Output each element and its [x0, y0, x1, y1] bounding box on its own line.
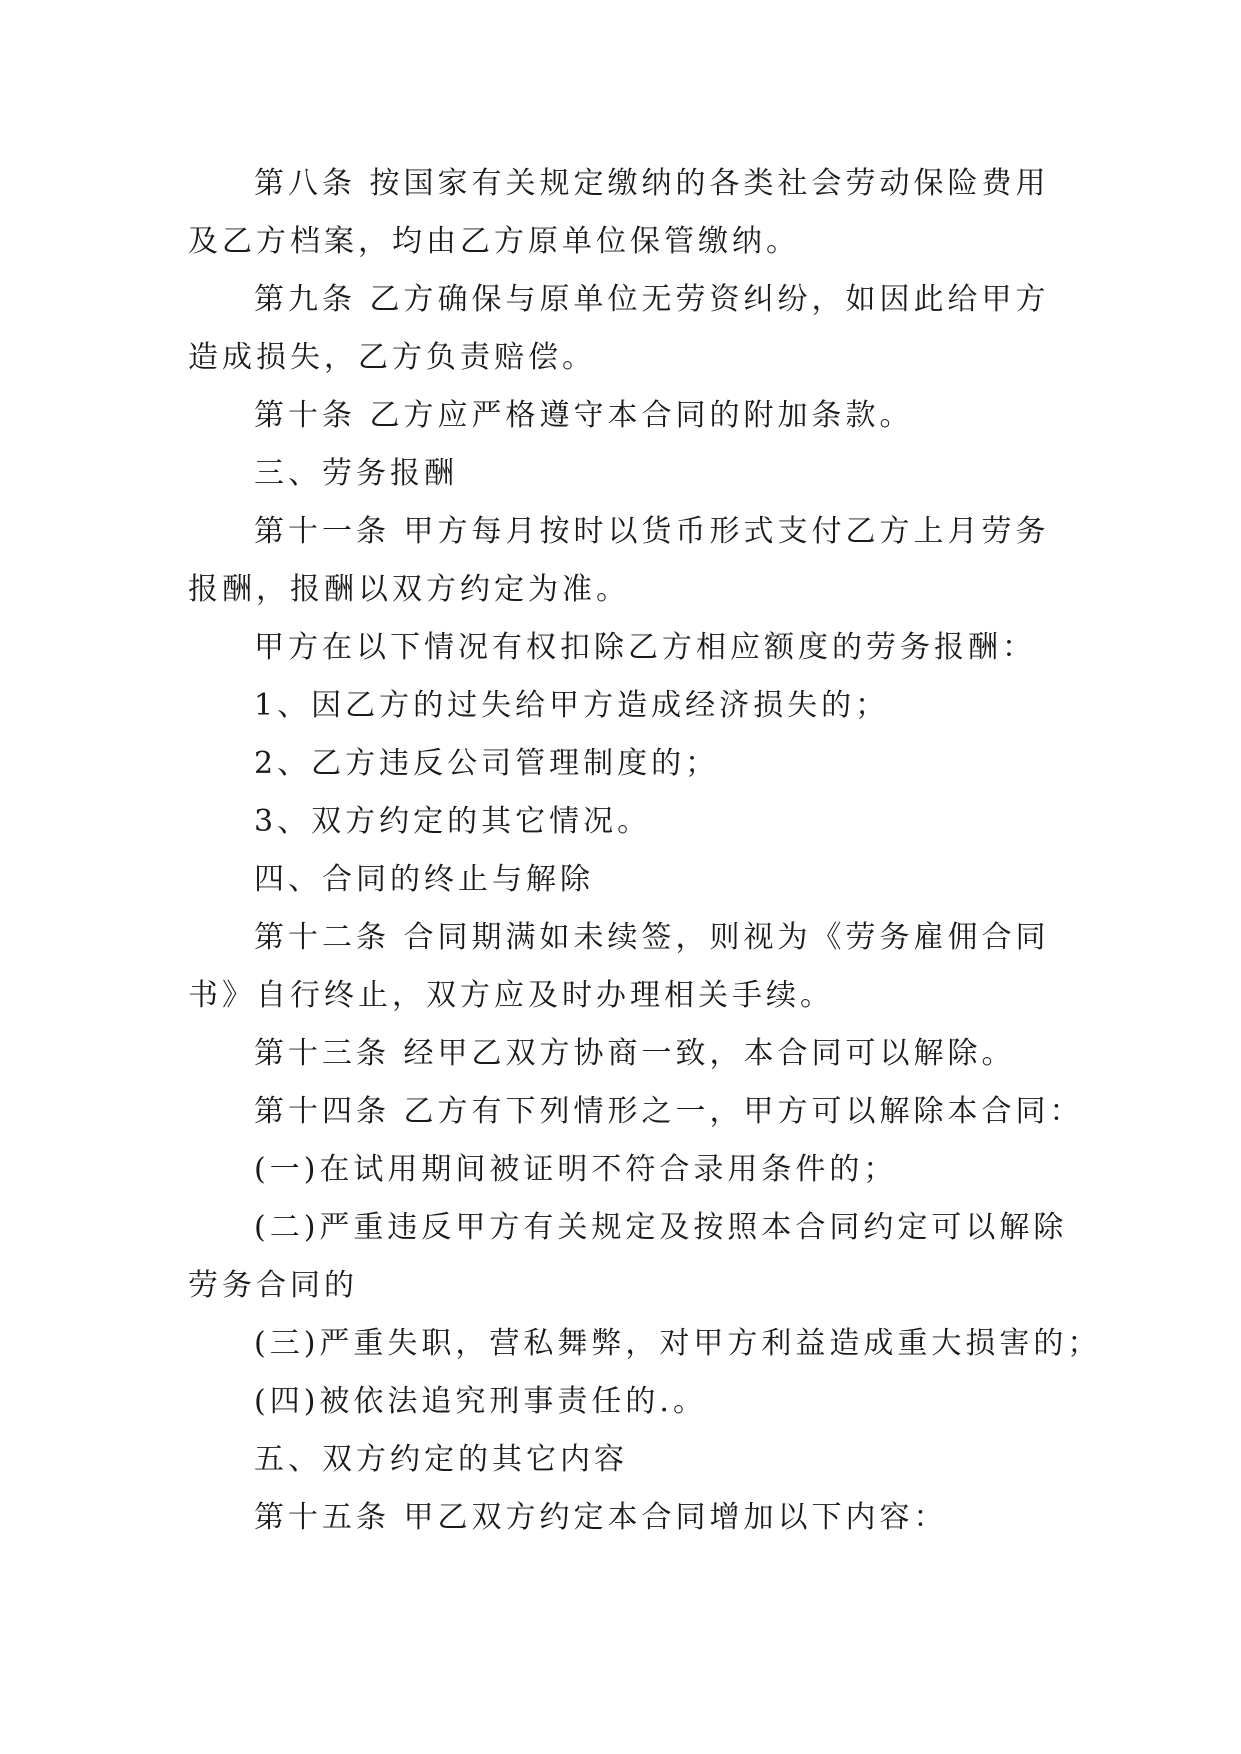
- text-line: 第九条 乙方确保与原单位无劳资纠纷，如因此给甲方: [254, 282, 1050, 317]
- article-9: [188, 271, 1068, 387]
- text-line: 第八条 按国家有关规定缴纳的各类社会劳动保险费用: [254, 166, 1050, 201]
- text-line: 第十二条 合同期满如未续签，则视为《劳务雇佣合同: [254, 920, 1050, 955]
- text-line: 四、合同的终止与解除: [254, 862, 594, 897]
- text-line: 报酬，报酬以双方约定为准。: [188, 572, 630, 607]
- text-line: 1、因乙方的过失给甲方造成经济损失的；: [254, 688, 890, 723]
- article-12: [188, 909, 1068, 1025]
- text-line: (一)在试用期间被证明不符合录用条件的；: [254, 1152, 898, 1187]
- section-heading-other: [188, 1431, 1068, 1489]
- deduction-item-1: [188, 677, 1068, 735]
- deduction-intro: [188, 619, 1068, 677]
- text-line: 造成损失，乙方负责赔偿。: [188, 340, 596, 375]
- text-line: 2、乙方违反公司管理制度的；: [254, 746, 720, 781]
- text-line: (四)被依法追究刑事责任的.。: [254, 1384, 707, 1419]
- termination-item-2: [188, 1199, 1068, 1315]
- article-8: [188, 155, 1068, 271]
- text-line: 五、双方约定的其它内容: [254, 1442, 628, 1477]
- article-15: [188, 1489, 1068, 1547]
- text-line: 甲方在以下情况有权扣除乙方相应额度的劳务报酬：: [254, 630, 1036, 665]
- section-heading-compensation: [188, 445, 1068, 503]
- deduction-item-3: [188, 793, 1068, 851]
- termination-item-3: [188, 1315, 1102, 1373]
- article-11: [188, 503, 1068, 619]
- text-line: 劳务合同的: [188, 1268, 358, 1303]
- text-line: 第十一条 甲方每月按时以货币形式支付乙方上月劳务: [254, 514, 1050, 549]
- text-line: 3、双方约定的其它情况。: [254, 804, 652, 839]
- section-heading-termination: [188, 851, 1068, 909]
- article-10: [188, 387, 1068, 445]
- text-line: 及乙方档案，均由乙方原单位保管缴纳。: [188, 224, 800, 259]
- termination-item-4: [188, 1373, 1068, 1431]
- text-line: 三、劳务报酬: [254, 456, 458, 491]
- text-line: 第十五条 甲乙双方约定本合同增加以下内容：: [254, 1500, 948, 1535]
- article-13: [188, 1025, 1068, 1083]
- text-line: 第十三条 经甲乙双方协商一致，本合同可以解除。: [254, 1036, 1016, 1071]
- text-line: 书》自行终止，双方应及时办理相关手续。: [188, 978, 834, 1013]
- article-14: [188, 1083, 1084, 1141]
- text-line: 第十四条 乙方有下列情形之一，甲方可以解除本合同：: [254, 1094, 1084, 1129]
- text-line: (三)严重失职，营私舞弊，对甲方利益造成重大损害的；: [254, 1326, 1102, 1361]
- document-body: [188, 155, 1102, 1547]
- termination-item-1: [188, 1141, 1068, 1199]
- text-line: (二)严重违反甲方有关规定及按照本合同约定可以解除: [254, 1210, 1068, 1245]
- deduction-item-2: [188, 735, 1068, 793]
- text-line: 第十条 乙方应严格遵守本合同的附加条款。: [254, 398, 914, 433]
